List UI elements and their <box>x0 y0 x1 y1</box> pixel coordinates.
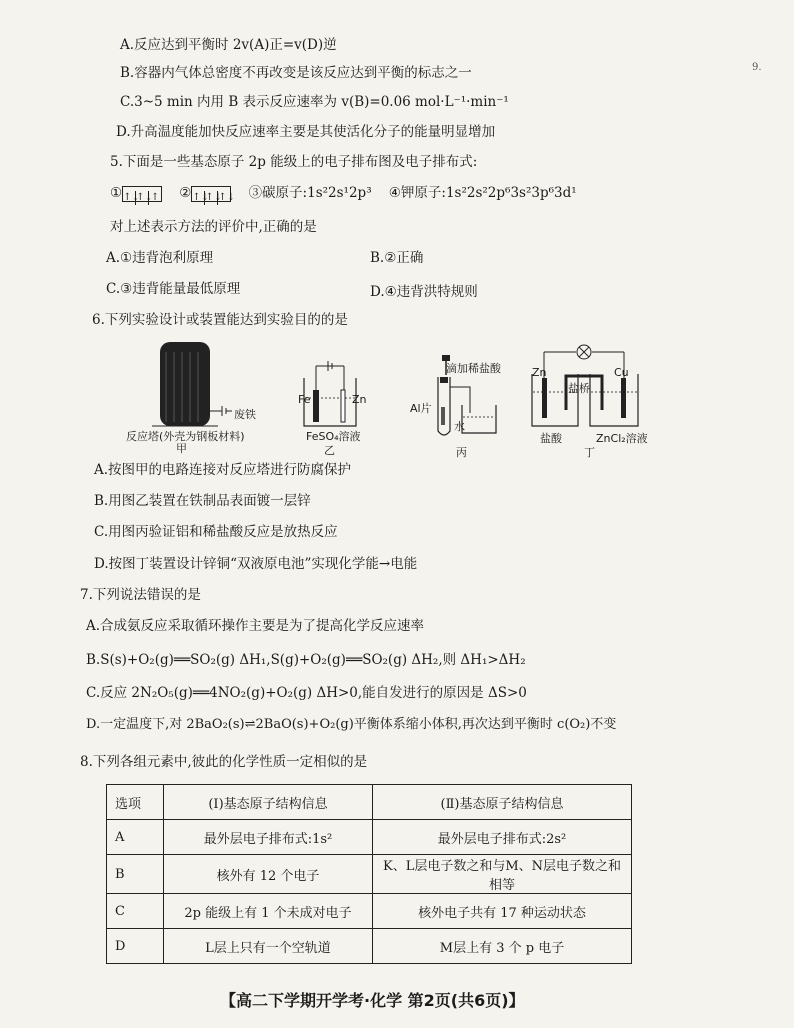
q5-prompt: 对上述表示方法的评价中,正确的是 <box>110 219 317 235</box>
fig-yi-solution-label: FeSO₄溶液 <box>306 430 361 443</box>
q5-option-a: A.①违背泡利原理 <box>106 250 214 266</box>
table-cell: 最外层电子排布式:1s² <box>164 820 373 855</box>
fig-ding-right-solution-label: ZnCl₂溶液 <box>596 432 648 445</box>
table-cell: 2p 能级上有 1 个未成对电子 <box>164 894 373 929</box>
fig-ding-zn-label: Zn <box>532 366 547 379</box>
q7-option-c: C.反应 2N₂O₅(g)══4NO₂(g)+O₂(g) ΔH>0,能自发进行的原因是 ΔS>0 <box>86 685 527 701</box>
fig-ding-cu-label: Cu <box>614 366 629 379</box>
q4-option-c: C.3~5 min 内用 B 表示反应速率为 v(B)=0.06 mol·L⁻¹·min⁻¹ <box>120 94 509 110</box>
fig-bing-add-hcl-label: 滴加稀盐酸 <box>446 362 501 375</box>
fig-ding-salt-bridge-label: 盐桥 <box>568 382 590 395</box>
table-cell: 核外有 12 个电子 <box>164 855 373 894</box>
table-row <box>107 855 632 894</box>
q4-option-d: D.升高温度能加快反应速率主要是其使活化分子的能量明显增加 <box>116 124 496 140</box>
q7-option-a: A.合成氨反应采取循环操作主要是为了提高化学反应速率 <box>86 618 425 634</box>
fig-bing-al-label: Al片 <box>410 402 432 415</box>
orbital-box: ↑ <box>150 191 160 203</box>
fig-jia-scrap-iron-label: 废铁 <box>234 408 256 421</box>
reaction-tower-diagram <box>122 336 242 436</box>
table-row <box>107 929 632 964</box>
q5-option-d: D.④违背洪特规则 <box>370 284 478 300</box>
q4-option-b: B.容器内气体总密度不再改变是该反应达到平衡的标志之一 <box>120 65 472 81</box>
q7-option-d: D.一定温度下,对 2BaO₂(s)⇌2BaO(s)+O₂(g)平衡体系缩小体积,再次达到平衡时 c(O₂)不变 <box>86 717 617 732</box>
margin-mark: 9. <box>752 62 762 73</box>
table-header-cell: 选项 <box>107 785 164 820</box>
q4-option-a: A.反应达到平衡时 2v(A)正=v(D)逆 <box>120 37 337 53</box>
table-cell: D <box>107 929 164 964</box>
fig-bing-name: 丙 <box>456 446 467 459</box>
fig-ding-name: 丁 <box>584 446 595 459</box>
fig-jia-caption: 反应塔(外壳为钢板材料) <box>126 430 245 443</box>
table-cell: C <box>107 894 164 929</box>
q6-option-c: C.用图丙验证铝和稀盐酸反应是放热反应 <box>94 524 338 540</box>
q7-option-b: B.S(s)+O₂(g)══SO₂(g) ΔH₁,S(g)+O₂(g)══SO₂(g) ΔH₂,则 ΔH₁>ΔH₂ <box>86 652 526 668</box>
q6-option-a: A.按图甲的电路连接对反应塔进行防腐保护 <box>94 462 352 478</box>
fig-yi-zn-label: Zn <box>352 393 367 406</box>
table-header-cell: (Ⅱ)基态原子结构信息 <box>373 785 632 820</box>
q5-orbital-diagram-1 <box>122 186 162 202</box>
orbital-box: ↑↓ <box>192 191 210 203</box>
orbital-box: ↑↓ <box>123 191 140 203</box>
table-cell: B <box>107 855 164 894</box>
orbital-box: ↑↓ <box>136 191 153 203</box>
q6-option-d: D.按图丁装置设计锌铜“双液原电池”实现化学能→电能 <box>94 556 418 572</box>
fig-jia-name: 甲 <box>176 442 187 455</box>
page-footer: 【高二下学期开学考·化学 第2页(共6页)】 <box>220 991 525 1010</box>
q8-options-table <box>106 784 632 964</box>
q5-item3: ③碳原子:1s²2s¹2p³ <box>248 185 372 201</box>
q5-orbital-diagram-2 <box>191 186 236 203</box>
q5-item4: ④钾原子:1s²2s²2p⁶3s²3p⁶3d¹ <box>388 185 577 201</box>
q5-option-c: C.③违背能量最低原理 <box>106 281 241 297</box>
table-header-cell: (Ⅰ)基态原子结构信息 <box>164 785 373 820</box>
table-cell: 核外电子共有 17 种运动状态 <box>373 894 632 929</box>
orbital-box: ↑↓ <box>218 191 236 203</box>
table-cell: K、L层电子数之和与M、N层电子数之和相等 <box>373 855 632 894</box>
table-cell: 最外层电子排布式:2s² <box>373 820 632 855</box>
table-cell: A <box>107 820 164 855</box>
q7-stem: 7.下列说法错误的是 <box>80 587 201 603</box>
table-cell: L层上只有一个空轨道 <box>164 929 373 964</box>
fig-yi-fe-label: Fe <box>298 393 311 406</box>
table-row <box>107 894 632 929</box>
q6-stem: 6.下列实验设计或装置能达到实验目的的是 <box>92 312 348 328</box>
table-header-row <box>107 785 632 820</box>
q5-item1-label: ① <box>110 185 123 201</box>
q6-option-b: B.用图乙装置在铁制品表面镀一层锌 <box>94 493 311 509</box>
q5-stem: 5.下面是一些基态原子 2p 能级上的电子排布图及电子排布式: <box>110 154 478 170</box>
q5-option-b: B.②正确 <box>370 250 424 266</box>
q5-items <box>110 184 577 202</box>
q5-item2-label: ② <box>179 185 192 201</box>
table-row <box>107 820 632 855</box>
table-cell: M层上有 3 个 p 电子 <box>373 929 632 964</box>
fig-yi-name: 乙 <box>324 444 335 457</box>
fig-ding-left-solution-label: 盐酸 <box>540 432 562 445</box>
fig-bing-water-label: 水 <box>454 420 465 433</box>
orbital-box: ↑↓ <box>205 191 223 203</box>
q8-stem: 8.下列各组元素中,彼此的化学性质一定相似的是 <box>80 754 368 770</box>
